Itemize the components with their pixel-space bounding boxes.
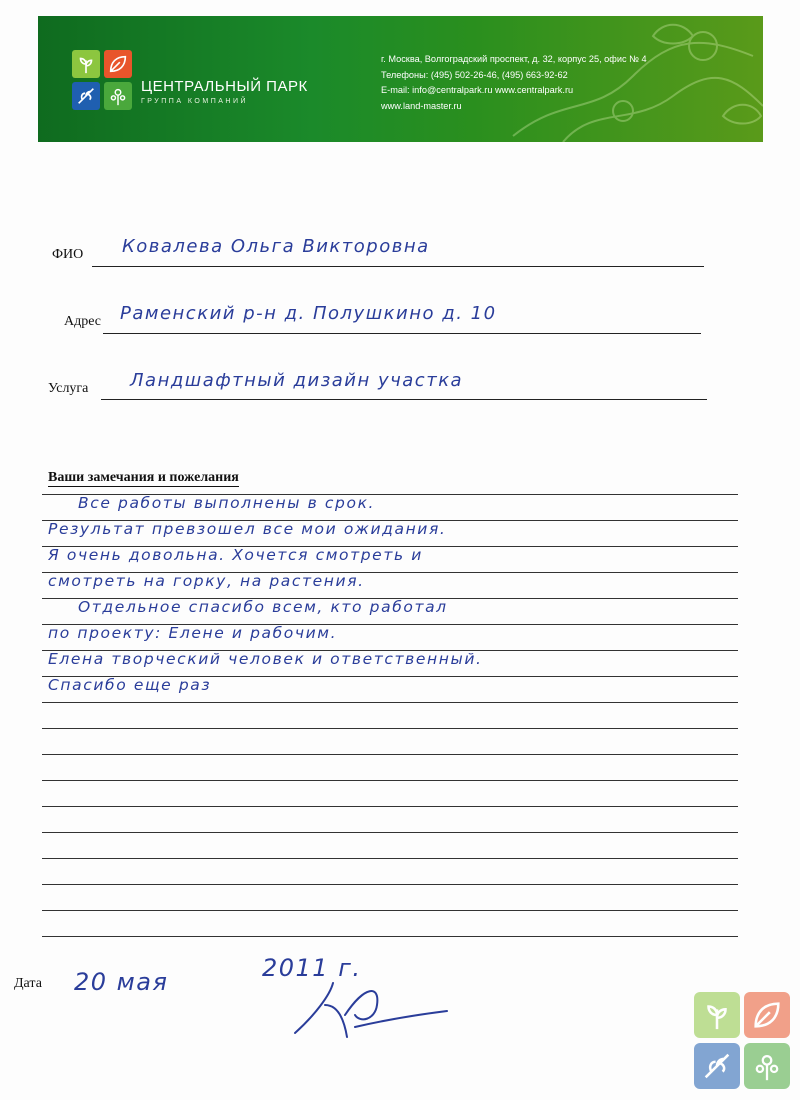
- fio-line: [92, 266, 704, 267]
- remark-line: Отдельное спасибо всем, кто работал: [78, 598, 448, 616]
- fio-value: Ковалева Ольга Викторовна: [122, 236, 430, 257]
- flower-icon: [744, 1043, 790, 1089]
- service-value: Ландшафтный дизайн участка: [130, 370, 464, 391]
- ruled-line: [42, 884, 738, 885]
- remark-line: смотреть на горку, на растения.: [48, 572, 365, 590]
- year-value: 2011 г.: [262, 954, 362, 982]
- remark-line: Результат превзошел все мои ожидания.: [48, 520, 447, 538]
- company-email: E-mail: info@centralpark.ru www.centralpark.ru: [381, 85, 574, 95]
- remark-line: Все работы выполнены в срок.: [78, 494, 376, 512]
- fio-label: ФИО: [52, 247, 84, 262]
- service-line: [101, 399, 707, 400]
- service-label: Услуга: [48, 381, 89, 396]
- contact-info: [381, 52, 647, 114]
- address-value: Раменский р-н д. Полушкино д. 10: [120, 303, 497, 324]
- ruled-line: [42, 780, 738, 781]
- remark-line: Елена творческий человек и ответственный.: [48, 650, 483, 668]
- remarks-title: Ваши замечания и пожелания: [48, 470, 239, 485]
- remark-line: по проекту: Елене и рабочим.: [48, 624, 338, 642]
- date-label: Дата: [14, 976, 42, 991]
- branch-icon: [694, 1043, 740, 1089]
- address-label: Адрес: [64, 314, 102, 329]
- date-value: 20 мая: [74, 968, 169, 996]
- ruled-line: [42, 728, 738, 729]
- ruled-line: [42, 832, 738, 833]
- company-name: ЦЕНТРАЛЬНЫЙ ПАРК: [141, 78, 308, 95]
- corner-logo: [694, 992, 792, 1090]
- company-logo: [72, 50, 132, 110]
- ruled-line: [42, 754, 738, 755]
- company-website: www.land-master.ru: [381, 100, 462, 111]
- leaf-icon: [104, 50, 132, 78]
- ruled-line: [42, 858, 738, 859]
- company-address: г. Москва, Волгоградский проспект, д. 32, корпус 25, офис № 4: [381, 54, 647, 64]
- header-banner: [38, 16, 763, 142]
- signature: [285, 975, 455, 1045]
- company-name-block: [141, 78, 308, 105]
- address-line: [103, 333, 701, 334]
- remark-line: Спасибо еще раз: [48, 676, 212, 694]
- company-phones: Телефоны: (495) 502-26-46, (495) 663-92-62: [381, 69, 568, 80]
- remark-line: Я очень довольна. Хочется смотреть и: [48, 546, 423, 564]
- ruled-line: [42, 702, 738, 703]
- company-subtitle: ГРУППА КОМПАНИЙ: [141, 98, 249, 105]
- herb-icon: [72, 50, 100, 78]
- branch-icon: [72, 82, 100, 110]
- ruled-line: [42, 936, 738, 937]
- leaf-icon: [744, 992, 790, 1038]
- ruled-line: [42, 910, 738, 911]
- herb-icon: [694, 992, 740, 1038]
- flower-icon: [104, 82, 132, 110]
- ruled-line: [42, 806, 738, 807]
